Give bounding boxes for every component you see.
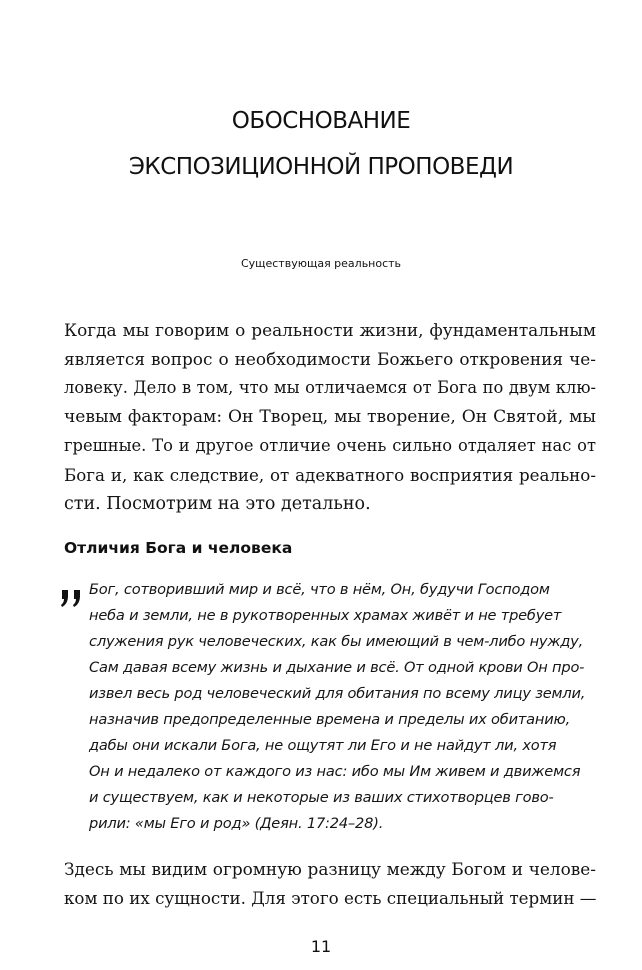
quote-line: Бог, сотворивший мир и всё, что в нём, Он, будучи Господом — [89, 581, 550, 598]
quote-line: назначив предопределенные времена и пределы их обитанию, — [89, 711, 571, 728]
paragraph-line: Здесь мы видим огромную разницу между Богом и челове- — [64, 859, 596, 879]
quote-line: дабы они искали Бога, не ощутят ли Его и не найдут ли, хотя — [89, 737, 557, 754]
chapter-title-line-2: ЭКСПОЗИЦИОННОЙ ПРОПОВЕДИ — [128, 154, 514, 180]
paragraph-line: сти. Посмотрим на это детально. — [64, 494, 371, 514]
paragraph-line: ком по их сущности. Для этого есть специальный термин — — [64, 888, 597, 908]
quote-line: рили: «мы Его и род» (Деян. 17:24–28). — [89, 815, 384, 832]
page-number: 11 — [310, 937, 332, 956]
chapter-title-line-1: ОБОСНОВАНИЕ — [231, 108, 411, 134]
quote-line: неба и земли, не в рукотворенных храмах живёт и не требует — [89, 607, 562, 624]
paragraph-line: чевым факторам: Он Творец, мы творение, Он Святой, мы — [64, 407, 596, 427]
quote-line: извел весь род человеческий для обитания по всему лицу земли, — [89, 685, 586, 702]
quote-line: служения рук человеческих, как бы имеющий в чем-либо нужду, — [89, 633, 584, 650]
paragraph-line: Бога и, как следствие, от адекватного восприятия реально- — [64, 465, 596, 485]
quote-line: Он и недалеко от каждого из нас: ибо мы Им живем и движемся — [89, 763, 581, 780]
quotation-mark-icon — [60, 576, 84, 614]
paragraph-line: грешные. То и другое отличие очень сильно отдаляет нас от — [64, 436, 596, 455]
paragraph-line: Когда мы говорим о реальности жизни, фундаментальным — [64, 320, 596, 340]
quote-line: Сам давая всему жизнь и дыхание и всё. От одной крови Он про- — [89, 659, 585, 676]
quote-line: и существуем, как и некоторые из ваших стихотворцев гово- — [89, 789, 554, 806]
section-heading: Отличия Бога и человека — [64, 539, 293, 557]
paragraph-line: ловеку. Дело в том, что мы отличаемся от Бога по двум клю- — [64, 378, 596, 397]
paragraph-line: является вопрос о необходимости Божьего откровения че- — [64, 349, 596, 369]
section-subtitle: Существующая реальность — [240, 257, 402, 270]
